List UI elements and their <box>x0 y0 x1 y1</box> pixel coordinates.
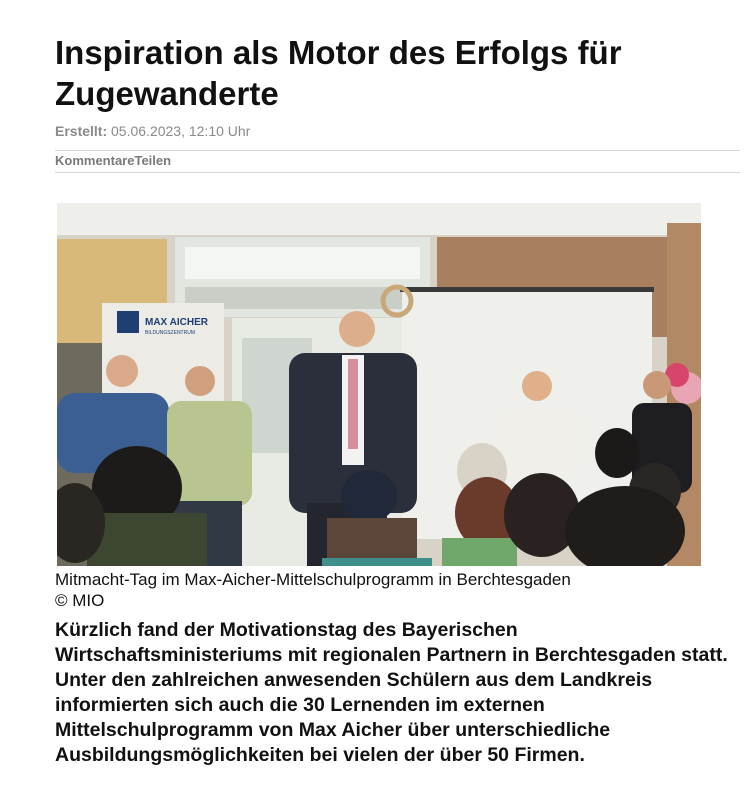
banner-logo-text: MAX AICHER <box>145 317 208 328</box>
created-label: Erstellt: <box>55 123 108 139</box>
created-value: 05.06.2023, 12:10 Uhr <box>111 123 251 139</box>
share-link[interactable]: Teilen <box>134 153 172 168</box>
article-title: Inspiration als Motor des Erfolgs für Zugewanderte <box>55 34 622 112</box>
article-lead: Kürzlich fand der Motivationstag des Bayerischen Wirtschaftsministeriums mit regionalen Partnern in Berchtesgaden statt. Unter den zahlreichen anwesenden Schülern aus dem Landkreis informierten sich auch die 30 Lernenden im externen Mittelschulprogramm von Max Aicher über unterschiedliche Ausbildungsmöglichkeiten bei vielen der über 50 Firmen. <box>55 619 728 766</box>
caption-credit: © MIO <box>55 591 105 610</box>
banner-sub-text: BILDUNGSZENTRUM <box>145 330 196 336</box>
caption-text: Mitmacht-Tag im Max-Aicher-Mittelschulprogramm in Berchtesgaden <box>55 570 571 589</box>
article-meta <box>55 123 250 139</box>
article-photo <box>57 203 701 566</box>
comments-link[interactable]: Kommentare <box>55 153 135 168</box>
photo-illustration <box>57 203 701 566</box>
article-actions-bar <box>55 150 740 173</box>
photo-caption <box>55 569 745 611</box>
